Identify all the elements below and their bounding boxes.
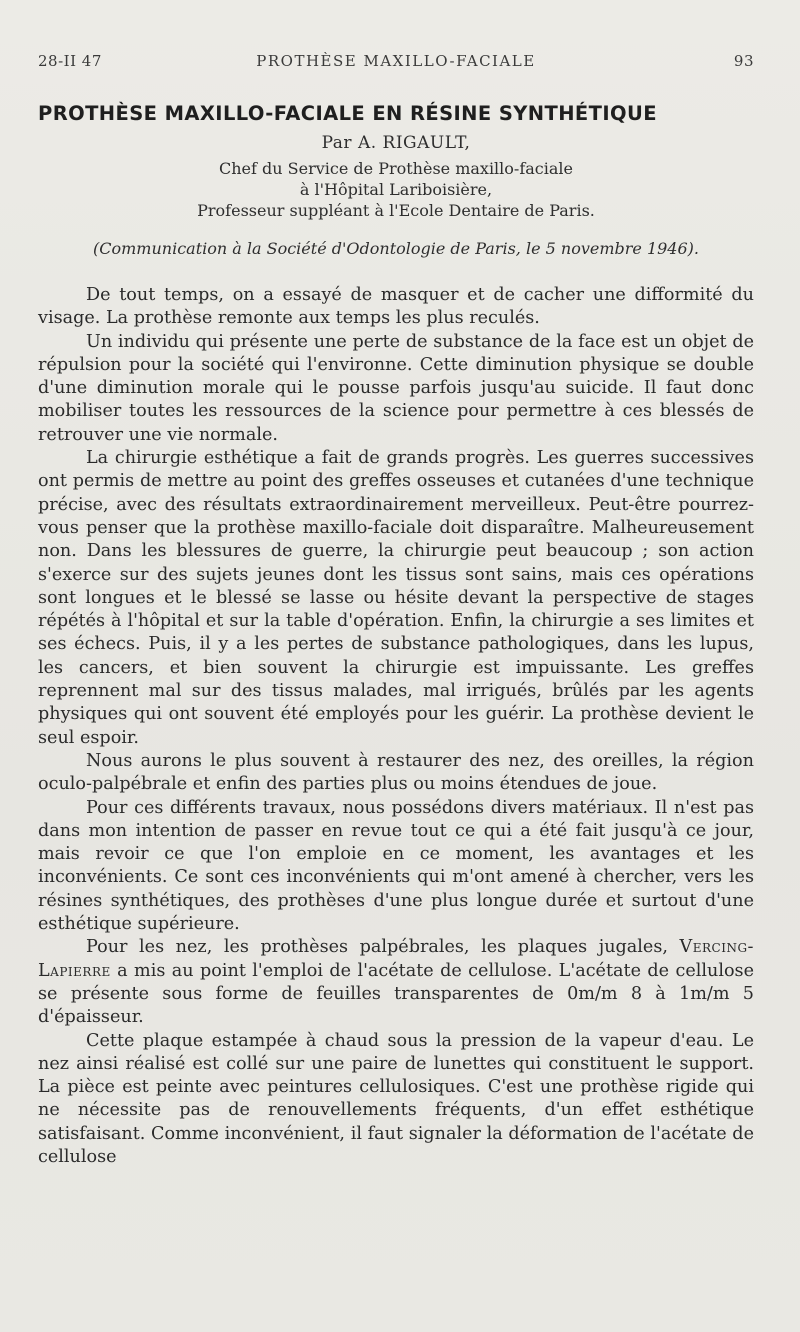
paragraph: La chirurgie esthétique a fait de grands progrès. Les guerres successives ont permis de mettre au point des greffes osseuses et cutanées d'une technique précise, avec des résultats extraordinairement merveilleux. Peut-être pourrez-vous penser que la prothèse maxillo-faciale doit disparaître. Malheureusement non. Dans les blessures de guerre, la chirurgie peut beaucoup ; son action s'exerce sur des sujets jeunes dont les tissus sont sains, mais ces opérations sont longues et le blessé se lasse ou hésite devant la perspective de stages répétés à l'hôpital et sur la table d'opération. Enfin, la chirurgie a ses limites et ses échecs. Puis, il y a les pertes de substance pathologiques, dans les lupus, les cancers, et bien souvent la chirurgie est impuissante. Les greffes reprennent mal sur des tissus malades, mal irrigués, brûlés par les agents physiques qui ont souvent été employés pour les guérir. La prothèse devient le seul espoir. <box>38 448 754 748</box>
paragraph: Cette plaque estampée à chaud sous la pression de la vapeur d'eau. Le nez ainsi réalisé est collé sur une paire de lunettes qui constituent le support. La pièce est peinte avec peintures cellulosiques. C'est une prothèse rigide qui ne nécessite pas de renouvellements fréquents, d'un effet esthétique satisfaisant. Comme inconvénient, il faut signaler la déformation de l'acétate de cellulose <box>38 1030 754 1167</box>
author-name-smallcaps: Vercing-Lapierre <box>38 937 754 981</box>
paragraph: De tout temps, on a essayé de masquer et de cacher une difformité du visage. La prothèse remonte aux temps les plus reculés. <box>38 285 754 329</box>
paragraph: Un individu qui présente une perte de substance de la face est un objet de répulsion pour la société qui l'environne. Cette diminution physique se double d'une diminution morale qui le pousse parfois jusqu'au suicide. Il faut donc mobiliser toutes les ressources de la science pour permettre à ces blessés de retrouver une vie normale. <box>38 331 754 445</box>
byline <box>38 133 754 154</box>
paragraph: Pour ces différents travaux, nous possédons divers matériaux. Il n'est pas dans mon intention de passer en revue tout ce qui a été fait jusqu'à ce jour, mais revoir ce que l'on emploie en ce moment, les avantages et les inconvénients. Ce sont ces inconvénients qui m'ont amené à chercher, vers les résines synthétiques, des prothèses d'une plus longue durée et surtout d'une esthétique supérieure. <box>38 797 754 935</box>
author-line: Par A. RIGAULT, <box>321 133 471 153</box>
affiliation <box>38 158 754 221</box>
running-title: PROTHÈSE MAXILLO-FACIALE <box>256 52 536 70</box>
issue-date: 28-II 47 <box>38 52 102 70</box>
paragraph <box>38 936 754 1029</box>
article-title: PROTHÈSE MAXILLO-FACIALE EN RÉSINE SYNTHÉTIQUE <box>38 102 657 125</box>
paragraph-text: Pour les nez, les prothèses palpébrales, les plaques jugales, <box>86 937 680 958</box>
page-number: 93 <box>733 52 754 70</box>
affiliation-line: à l'Hôpital Lariboisière, <box>299 180 493 199</box>
affiliation-line: Professeur suppléant à l'Ecole Dentaire de Paris. <box>197 201 595 220</box>
affiliation-line: Chef du Service de Prothèse maxillo-faciale <box>218 159 573 178</box>
running-head <box>38 44 754 74</box>
paragraph-text: a mis au point l'emploi de l'acétate de cellulose. L'acétate de cellulose se présente sous forme de feuilles transparentes de 0m/m 8 à 1m/m 5 d'épaisseur. <box>38 960 754 1028</box>
communication-note: (Communication à la Société d'Odontologie de Paris, le 5 novembre 1946). <box>93 239 699 258</box>
article-body <box>38 284 754 1169</box>
paragraph: Nous aurons le plus souvent à restaurer des nez, des oreilles, la région oculo-palpébrale et enfin des parties plus ou moins étendues de joue. <box>38 750 754 795</box>
